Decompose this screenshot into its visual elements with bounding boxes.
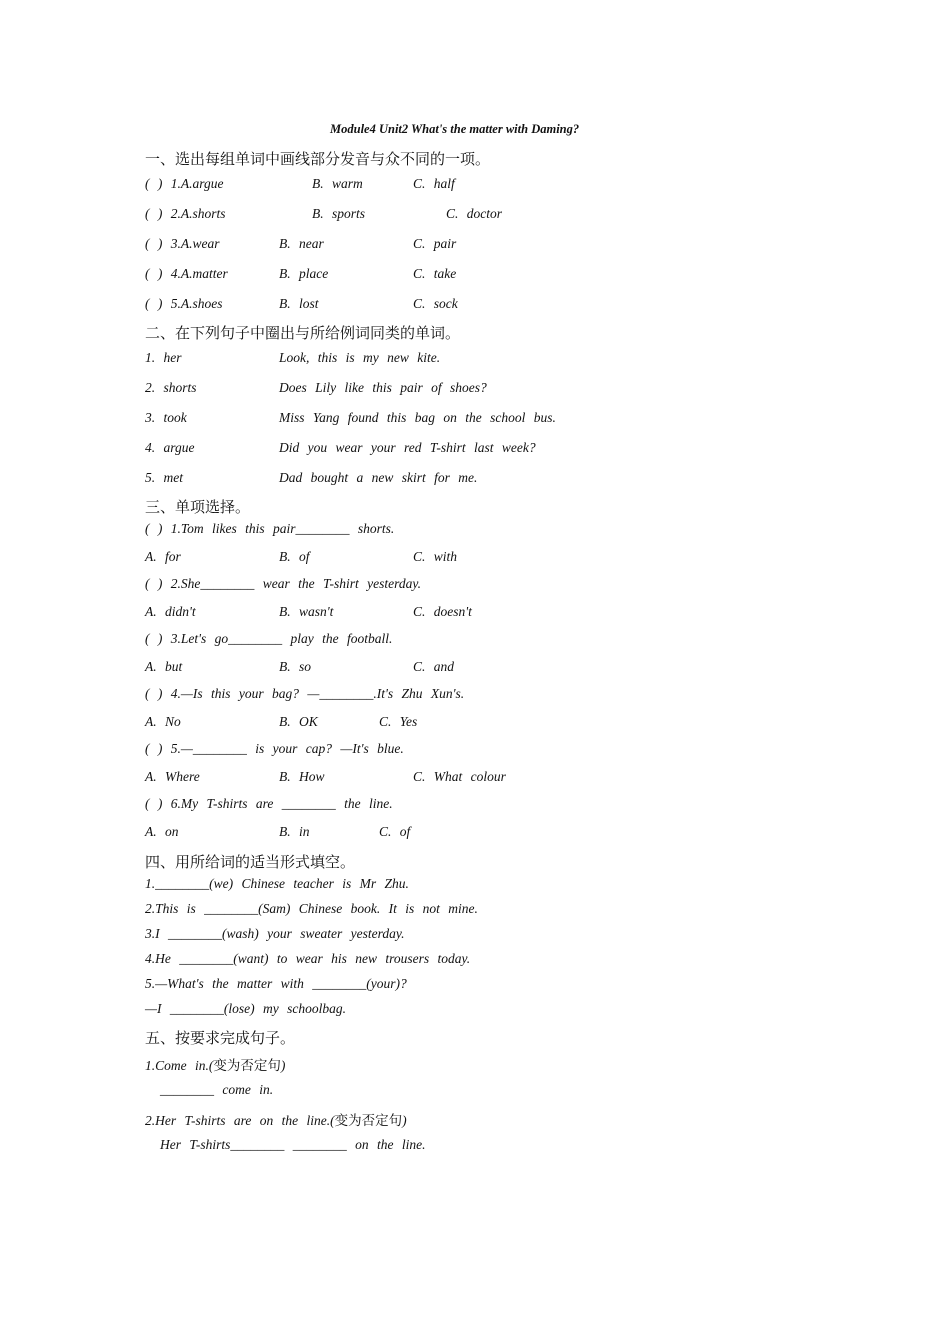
s4-line-6: —I ________(lose) my schoolbag. [145, 1001, 346, 1016]
s3-q5: ( ) 5.—________ is your cap? —It's blue. [145, 741, 404, 756]
s4-line-4: 4.He ________(want) to wear his new trousers today. [145, 951, 471, 966]
s4-line-5: 5.—What's the matter with ________(your)? [145, 976, 407, 991]
section-4-heading: 四、用所给词的适当形式填空。 [145, 853, 356, 871]
s3-q2: ( ) 2.She________ wear the T-shirt yesterday. [145, 576, 421, 591]
s3-q6: ( ) 6.My T-shirts are ________ the line. [145, 796, 393, 811]
page-title: Module4 Unit2 What's the matter with Daming? [330, 122, 580, 136]
s3-q3: ( ) 3.Let's go________ play the football. [145, 631, 393, 646]
s4-line-3: 3.I ________(wash) your sweater yesterday. [145, 926, 405, 941]
s4-line-2: 2.This is ________(Sam) Chinese book. It is not mine. [145, 901, 478, 916]
s5-q1: 1.Come in.(变为否定句) [145, 1058, 286, 1074]
section-3-heading: 三、单项选择。 [145, 498, 251, 516]
s5-q2: 2.Her T-shirts are on the line.(变为否定句) [145, 1113, 407, 1129]
section-5-heading: 五、按要求完成句子。 [145, 1029, 296, 1047]
s3-q1: ( ) 1.Tom likes this pair________ shorts. [145, 521, 395, 536]
s4-line-1: 1.________(we) Chinese teacher is Mr Zhu. [145, 876, 409, 891]
worksheet-page: Module4 Unit2 What's the matter with Daming? 一、选出每组单词中画线部分发音与众不同的一项。 ( ) 1.A.argue B. warm C. half ( ) 2.A.shorts B. sports C. doctor ( ) 3.A.wear B. near C. pair ( ) 4.A.matter B. place C. take ( ) 5.A.shoes B. lost C. sock 二、在下列句子中圈出与所给例词同类的单词。 1. her Look, this is my new kite. 2. shorts Does Lily like this pair of shoes? 3. took Miss Yang found this bag on the school bus. 4. argue Did you wear your red T-shirt last week? 5. met Dad bought a new skirt for me. 三、单项选择。 ( ) 1.Tom likes this pair________ shorts. A. for B. of C. with ( ) 2.She________ wear the T-shirt yesterday. A. didn't B. wasn't C. doesn't ( ) 3.Let's go________ play the football. A. but B. so C. and ( ) 4.—Is this your bag? —________.It's Zhu Xun's. A. No B. OK C. Yes ( ) 5.—________ is your cap? —It's blue. A. Where B. How C. What colour ( ) 6.My T-shirts are ________ the line. A. on B. in C. of 四、用所给词的适当形式填空。 1.________(we) Chinese teacher is Mr Zhu. 2.This is ________(Sam) Chinese book. It is not mine. 3.I ________(wash) your sweater yesterday. 4.He ________(want) to wear his new trousers today. 5.—What's the matter with ________(your)? —I ________(lose) my schoolbag. 五、按要求完成句子。 1.Come in.(变为否定句) ________ come in. 2.Her T-shirts are on the line.(变为否定句) Her T-shirts________ ________ on the line. [145, 122, 580, 1152]
s5-a1: ________ come in. [160, 1082, 274, 1097]
s5-a2: Her T-shirts________ ________ on the line. [160, 1137, 426, 1152]
section-1-heading: 一、选出每组单词中画线部分发音与众不同的一项。 [145, 150, 491, 168]
s3-q4: ( ) 4.—Is this your bag? —________.It's Zhu Xun's. [145, 686, 465, 701]
section-2-heading: 二、在下列句子中圈出与所给例词同类的单词。 [145, 324, 461, 342]
